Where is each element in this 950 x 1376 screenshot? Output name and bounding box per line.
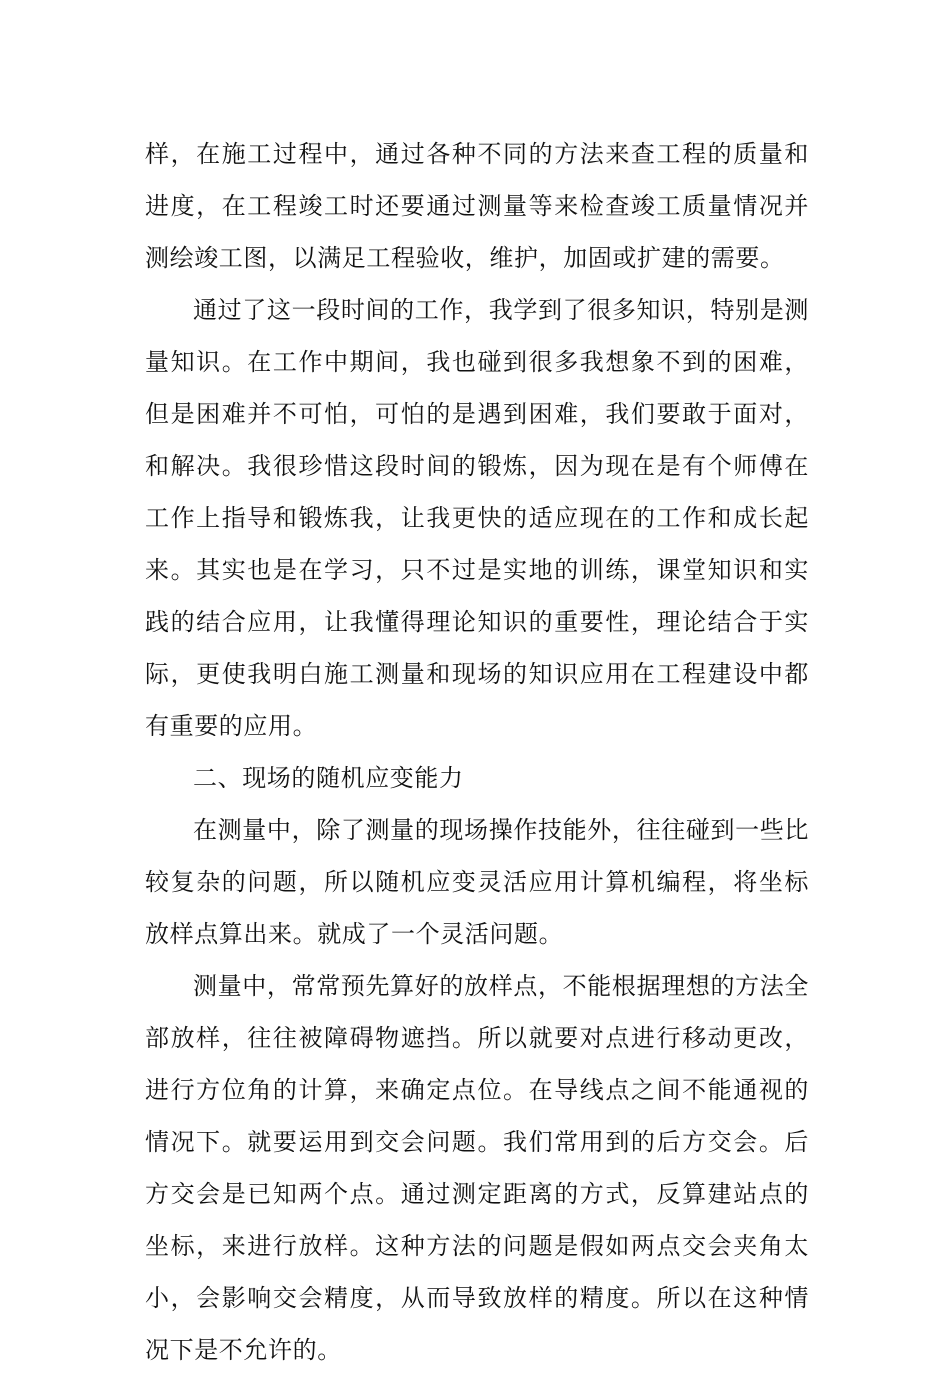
paragraph-learning-experience: 通过了这一段时间的工作，我学到了很多知识，特别是测量知识。在工作中期间，我也碰到很多我想象不到的困难，但是困难并不可怕，可怕的是遇到困难，我们要敢于面对，和解决。我很珍惜这段时间的锻炼，因为现在是有个师傅在工作上指导和锻炼我，让我更快的适应现在的工作和成长起来。其实也是在学习，只不过是实地的训练，课堂知识和实践的结合应用，让我懂得理论知识的重要性，理论结合于实际，更使我明白施工测量和现场的知识应用在工程建设中都有重要的应用。 xyxy=(145,296,809,740)
paragraph-resection-method: 测量中，常常预先算好的放样点，不能根据理想的方法全部放样，往往被障碍物遮挡。所以就要对点进行移动更改，进行方位角的计算，来确定点位。在导线点之间不能通视的情况下。就要运用到交会问题。我们常用到的后方交会。后方交会是已知两个点。通过测定距离的方式，反算建站点的坐标，来进行放样。这种方法的问题是假如两点交会夹角太小，会影响交会精度，从而导致放样的精度。所以在这种情况下是不允许的。 xyxy=(145,972,809,1364)
section-heading-adaptability: 二、现场的随机应变能力 xyxy=(193,764,464,792)
paragraph-continuation: 样，在施工过程中，通过各种不同的方法来查工程的质量和进度，在工程竣工时还要通过测量等来检查竣工质量情况并测绘竣工图，以满足工程验收，维护，加固或扩建的需要。 xyxy=(145,140,809,272)
paragraph-complex-problems: 在测量中，除了测量的现场操作技能外，往往碰到一些比较复杂的问题，所以随机应变灵活应用计算机编程，将坐标放样点算出来。就成了一个灵活问题。 xyxy=(145,816,809,948)
document-body xyxy=(145,128,809,1376)
